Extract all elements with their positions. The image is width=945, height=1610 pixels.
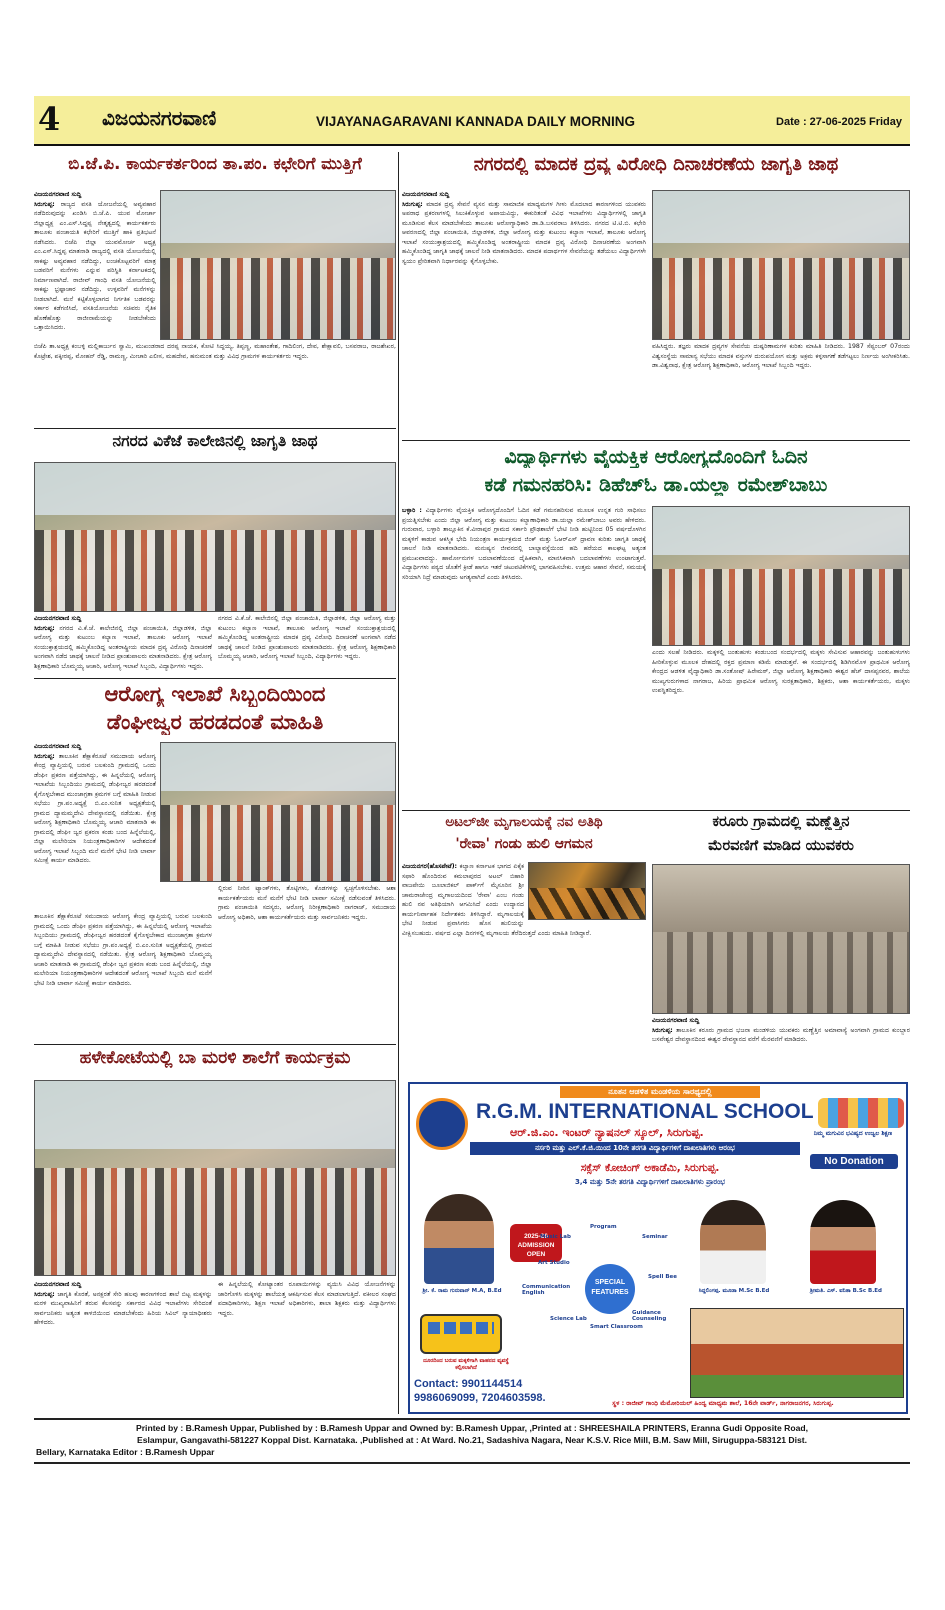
headline-line2: ಮೆರವಣಿಗೆ ಮಾಡಿದ ಯುವಕರು [708, 838, 854, 854]
imprint-line: Printed by : B.Ramesh Uppar, Published by : B.Ramesh Uppar and Owned by: B.Ramesh Uppar, ,Printed at : SHREESHAILA PRINTERS, Eranna Gudi Opposite Road, [135, 1423, 808, 1433]
masthead-title-english: VIJAYANAGARAVANI KANNADA DAILY MORNING [316, 114, 636, 129]
ad-special-features: SPECIAL FEATURES [585, 1264, 635, 1314]
photo-tiger [528, 862, 646, 920]
ad-school-logo [416, 1098, 468, 1150]
photo-karuru-procession [652, 864, 910, 1014]
photo-drug-rally [652, 190, 910, 340]
article-caption: ವಹಿಸಿದ್ದರು. ತಜ್ಞರು ಮಾದಕ ದ್ರವ್ಯಗಳ ಸೇವನೆಯ ದುಷ್ಪರಿಣಾಮಗಳ ಕುರಿತು ಮಾಹಿತಿ ನೀಡಿದರು. 1987 ಸೆಪ್ಟಂಬರ್ 07ರಂದು ವಿಶ್ವಸಂಸ್ಥೆಯ ಸಾಮಾನ್ಯ ಸಭೆಯು ಮಾದಕ ವಸ್ತುಗಳ ದುರುಪಯೋಗ ಮತ್ತು ಅಕ್ರಮ ಕಳ್ಳಸಾಗಣೆ ತಡೆಗಟ್ಟಲು ನಿರ್ಣಯ ಅಂಗೀಕರಿಸಿತು. ಡಾ.ವಿಶ್ವನಾಥ, ಕ್ಷೇತ್ರ ಆರೋಗ್ಯ ಶಿಕ್ಷಣಾಧಿಕಾರಿ, ಆರೋಗ್ಯ ಇಲಾಖೆ ಸಿಬ್ಬಂದಿ ಇದ್ದರು. [652, 343, 910, 369]
photo-dengue-meeting [160, 742, 396, 882]
ad-top-banner: ನೂತನ ಆಡಳಿತ ಮಂಡಳಿಯ ಸಾರಥ್ಯದಲ್ಲಿ [560, 1086, 760, 1098]
ad-contact-label: Contact: 9901144514 [414, 1378, 523, 1390]
article-body-cont: ನಗರದ ವಿ.ಕೆ.ಜೆ. ಕಾಲೇಜಿನಲ್ಲಿ ಜಿಲ್ಲಾ ಪಂಚಾಯಿತಿ, ಜಿಲ್ಲಾಡಳಿತ, ಜಿಲ್ಲಾ ಆರೋಗ್ಯ ಮತ್ತು ಕುಟುಂಬ ಕಲ್ಯಾಣ ಇಲಾಖೆ, ತಾಲೂಕು ಆರೋಗ್ಯ ಇಲಾಖೆ ಸಂಯುಕ್ತಾಶ್ರಯದಲ್ಲಿ ಹಮ್ಮಿಕೊಂಡಿದ್ದ ಅಂತರಾಷ್ಟ್ರೀಯ ಮಾದಕ ದ್ರವ್ಯ ವಿರೋಧಿ ದಿನಾಚರಣೆ ಅಂಗವಾಗಿ ನಡೆದ ಜಾಥಕ್ಕೆ ಚಾಲನೆ ನೀಡಿದ ಪ್ರಾಂಶುಪಾಲರು ಮಾತನಾಡಿದರು. ಕ್ಷೇತ್ರ ಆರೋಗ್ಯ ಶಿಕ್ಷಣಾಧಿಕಾರಿ ಬೊಮ್ಮಯ್ಯ ಆಚಾರಿ, ಆರೋಗ್ಯ ಇಲಾಖೆ ಸಿಬ್ಬಂದಿ, ವಿದ್ಯಾರ್ಥಿಗಳು ಇದ್ದರು. [218, 615, 396, 660]
ad-feature: Guidance Counseling [632, 1310, 667, 1322]
ad-school-name-kannada: ಆರ್.ಜಿ.ಎಂ. ಇಂಟರ್ ನ್ಯಾಷನಲ್ ಸ್ಕೂಲ್, ಸಿರುಗುಪ್ಪ. [510, 1126, 704, 1139]
ad-feature: Program [590, 1224, 617, 1230]
article-body-col1 [34, 1280, 212, 1414]
ad-feature: Communication English [522, 1284, 571, 1296]
byline-place: ವಿಜಯನಗರ(ಹೊಸಪೇಟೆ): [402, 863, 458, 870]
article-body-col1 [34, 742, 156, 912]
headline: ಹಳೇಕೋಟೆಯಲ್ಲಿ ಬಾ ಮರಳಿ ಶಾಲೆಗೆ ಕಾರ್ಯಕ್ರಮ [79, 1048, 351, 1068]
byline-source: ವಿಜಯನಗರವಾಣಿ ಸುದ್ದಿ [34, 191, 82, 198]
ad-academy: ಸಕ್ಸೆಸ್ ಕೋಚಿಂಗ್ ಅಕಾಡೆಮಿ, ಸಿರುಗುಪ್ಪ. [580, 1162, 720, 1174]
photo-halekote-school [34, 1080, 396, 1276]
article-body-col1 [402, 506, 646, 808]
byline-place: ಸಿರುಗುಪ್ಪ: [34, 1290, 55, 1298]
headline-line1: ವಿದ್ಯಾರ್ಥಿಗಳು ವೈಯಕ್ತಿಕ ಆರೋಗ್ಯದೊಂದಿಗೆ ಓದಿನ [504, 446, 808, 468]
article-body-text: ಮಾದಕ ದ್ರವ್ಯ ಸೇವನೆ ವ್ಯಸನ ಮತ್ತು ಸಾಮಾಜಿಕ ಮಾಧ್ಯಮಗಳ ಗೀಳು ಮೊದಲಾದ ಕಾರಣಗಳಿಂದ ಯುವಕರು ಅಪರಾಧ ಪ್ರಕರಣಗಳಲ್ಲಿ ಸಿಲುಕಿಕೊಳ್ಳುವ ಅಪಾಯವಿದ್ದು, ಈಕುರಿತಂತೆ ವಿವಿಧ ಇಲಾಖೆಗಳು ವಿದ್ಯಾರ್ಥಿಗಳಲ್ಲಿ ಜಾಗೃತಿ ಮೂಡಿಸುವ ಕೆಲಸ ಮಾಡಬೇಕೆಂದು ತಾಲೂಕು ಆರೋಗ್ಯಾಧಿಕಾರಿ ಡಾ.ಡಿ.ಬಸವರಾಜ ತಿಳಿಸಿದರು. ನಗರದ ಟಿ.ಟಿ.ಬಿ. ಕಛೇರಿ ಆವರಣದಲ್ಲಿ ಜಿಲ್ಲಾ ಪಂಚಾಯಿತಿ, ಜಿಲ್ಲಾಡಳಿತ, ಜಿಲ್ಲಾ ಆರೋಗ್ಯ ಮತ್ತು ಕುಟುಂಬ ಕಲ್ಯಾಣ ಇಲಾಖೆ, ತಾಲೂಕು ಆರೋಗ್ಯ ಇಲಾಖೆ ಸಂಯುಕ್ತಾಶ್ರಯದಲ್ಲಿ ಹಮ್ಮಿಕೊಂಡಿದ್ದ ಅಂತರಾಷ್ಟ್ರೀಯ ಮಾದಕ ದ್ರವ್ಯ ವಿರೋಧಿ ದಿನಾಚರಣೆಯ ಅಂಗವಾಗಿ ಹಮ್ಮಿಕೊಂಡಿದ್ದ ಜಾಗೃತಿ ಜಾಥಕ್ಕೆ ಚಾಲನೆ ನೀಡಿ ಮಾತನಾಡಿದರು. ಮಾದಕ ಪದಾರ್ಥಗಳ ಸೇವನೆಯನ್ನು ತಡೆಯಲು ವಿದ್ಯಾರ್ಥಿಗಳೇ ಸ್ವಯಂ ಪ್ರೇರಿತವಾಗಿ ನಿರ್ಧಾರವನ್ನು ಕೈಗೊಳ್ಳಬೇಕು. [402, 200, 646, 265]
ad-portrait-2 [700, 1200, 766, 1284]
section-rule [402, 810, 910, 811]
masthead [34, 96, 910, 146]
ad-strip: ನರ್ಸರಿ ಮತ್ತು ಎಲ್.ಕೆ.ಜಿ.ಯಿಂದ 10ನೇ ತರಗತಿ ವಿದ್ಯಾರ್ಥಿಗಳಿಗೆ ದಾಖಲಾತಿಗಳು ಆರಂಭ [470, 1142, 800, 1155]
article-body [402, 862, 646, 1078]
ad-admission-badge: 2025-26 ADMISSION OPEN [510, 1224, 562, 1262]
article-body-text: ಕಲ್ಯಾಣ ಕರ್ನಾಟಕ ಭಾಗದ ಏಕೈಕ ಸಫಾರಿ ಹೊಂದಿರುವ ಕಮಲಾಪುರದ ಅಟಲ್ ಬಿಹಾರಿ ವಾಜಪೇಯಿ ಜೂಲಾಜಿಕಲ್ ಪಾರ್ಕ್‌ಗೆ ಮೈಸೂರಿನ ಶ್ರೀ ಚಾಮರಾಜೇಂದ್ರ ಮೃಗಾಲಯದಿಂದ 'ರೇವಾ' ಎಂಬ ಗಂಡು ಹುಲಿ ನವ ಅತಿಥಿಯಾಗಿ ಆಗಮಿಸಿದೆ ಎಂದು ಉದ್ಯಾನದ ಕಾರ್ಯನಿರ್ವಾಹಕ ನಿರ್ದೇಶಕರು ತಿಳಿಸಿದ್ದಾರೆ. ಮೃಗಾಲಯಕ್ಕೆ ಭೇಟಿ ನೀಡುವ ಪ್ರವಾಸಿಗರು ಹೊಸ ಹುಲಿಯನ್ನು ವೀಕ್ಷಿಸಬಹುದು. ವರ್ಷದ ಎಲ್ಲಾ ದಿನಗಳಲ್ಲಿ ಮೃಗಾಲಯ ತೆರೆದಿರುತ್ತದೆ ಎಂದು ಮಾಹಿತಿ ನೀಡಿದ್ದಾರೆ. [402, 863, 592, 937]
article-body: ಜಾಗೃತಿ ಕೊರತೆ, ಅನಕ್ಷರತೆ ಸೇರಿ ಹಲವು ಕಾರಣಗಳಿಂದ ಶಾಲೆ ಬಿಟ್ಟ ಮಕ್ಕಳನ್ನು ಮರಳಿ ಮುಖ್ಯವಾಹಿನಿಗೆ ತರುವ ಕೆಲಸವನ್ನು ಸರ್ಕಾರದ ವಿವಿಧ ಇಲಾಖೆಗಳು ಸೇರಿದಂತೆ ಸಾರ್ವಜನಿಕರು ಅತ್ಯಂತ ಕಾಳಜಿಯಿಂದ ಮಾಡಬೇಕೆಂದು ಹಿರಿಯ ಸಿವಿಲ್ ನ್ಯಾಯಾಧೀಶರು ಹೇಳಿದರು. [34, 1290, 212, 1326]
headline-line2: ಡೆಂಘೀಜ್ವರ ಹರಡದಂತೆ ಮಾಹಿತಿ [106, 710, 324, 734]
photo-vkj-rally [34, 462, 396, 612]
article-body: ವಿದ್ಯಾರ್ಥಿಗಳು ವೈಯಕ್ತಿಕ ಆರೋಗ್ಯದೊಂದಿಗೆ ಓದಿನ ಕಡೆ ಗಮನಹರಿಸುವ ಮೂಲಕ ಉನ್ನತ ಗುರಿ ಸಾಧಿಸಲು ಪ್ರಯತ್ನಿಸಬೇಕು ಎಂದು ಜಿಲ್ಲಾ ಆರೋಗ್ಯ ಮತ್ತು ಕುಟುಂಬ ಕಲ್ಯಾಣಾಧಿಕಾರಿ ಡಾ.ಯಲ್ಲಾ ರಮೇಶ್‌ಬಾಬು ಅವರು ಹೇಳಿದರು. ಗುರುವಾರ, ಬಳ್ಳಾರಿ ತಾಲ್ಲೂಕಿನ ಕೆ.ವೀರಾಪುರ ಗ್ರಾಮದ ಸರ್ಕಾರಿ ಪ್ರೌಢಶಾಲೆಗೆ ಭೇಟಿ ನೀಡಿ ಹುಟ್ಟಿನಿಂದ 05 ವರ್ಷದೊಳಗಿನ ಮಕ್ಕಳಿಗೆ ಕಾಡುವ ಆಕಸ್ಮಿಕ ಭೇದಿ ನಿಯಂತ್ರಣ ಕಾರ್ಯಕ್ರಮದ ಜಿಂಕ್ ಮತ್ತು ಓಆರ್‌ಎಸ್ ದ್ರಾವಣ ಕುರಿತು ಜಾಗೃತಿ ಜಾಥಕ್ಕೆ ಚಾಲನೆ ನೀಡಿ ಮಾತನಾಡಿದರು. ಮನುಷ್ಯನ ಜೀವನದಲ್ಲಿ ಬಾಲ್ಯಾವಸ್ಥೆಯಿಂದ ಹದಿ ಹರೆಯದ ಕಾಲಘಟ್ಟ ಅತ್ಯಂತ ಪ್ರಮುಖವಾದದ್ದು. ಹಾರ್ಮೋನುಗಳ ಬದಲಾವಣೆಯಿಂದ ದೈಹಿಕವಾಗಿ, ಮಾನಸಿಕವಾಗಿ ಬದಲಾವಣೆಗಳು ಉಂಟಾಗುತ್ತವೆ. ವಿದ್ಯಾರ್ಥಿಗಳು ಪಠ್ಯದ ಜೊತೆಗೆ ಕ್ರೀಡೆ ಹಾಗೂ ಇತರೆ ಚಟುವಟಿಕೆಗಳಲ್ಲಿ ಭಾಗವಹಿಸಬೇಕು. ಉತ್ತಮ ಆಹಾರ ಸೇವನೆ, ಸಮಯಕ್ಕೆ ಸರಿಯಾಗಿ ನಿದ್ರೆ ಮಾಡುವುದು ಅಗತ್ಯವಾಗಿದೆ ಎಂದು ತಿಳಿಸಿದರು. [402, 507, 646, 581]
photo-bjp-protest [160, 190, 396, 340]
ad-portrait-1 [424, 1194, 494, 1284]
headline-line1: ಆರೋಗ್ಯ ಇಲಾಖೆ ಸಿಬ್ಬಂದಿಯಿಂದ [104, 682, 326, 706]
ad-feature: Smart Classroom [590, 1324, 643, 1330]
article-body-2: ಈ ಹಿನ್ನಲೆಯಲ್ಲಿ ಕೋಟ್ಯಾಂತರ ರೂಪಾಯಿಗಳನ್ನು ವ್ಯಯಿಸಿ ವಿವಿಧ ಯೋಜನೆಗಳನ್ನು ಜಾರಿಗೊಳಿಸಿ ಮಕ್ಕಳನ್ನು ಶಾಲೆಯತ್ತ ಆಕರ್ಷಿಸುವ ಕೆಲಸ ಮಾಡಲಾಗುತ್ತಿದೆ. ವಕೀಲರ ಸಂಘದ ಪದಾಧಿಕಾರಿಗಳು, ಶಿಕ್ಷಣ ಇಲಾಖೆ ಅಧಿಕಾರಿಗಳು, ಶಾಲಾ ಶಿಕ್ಷಕರು ಮತ್ತು ವಿದ್ಯಾರ್ಥಿಗಳು ಇದ್ದರು. [218, 1281, 396, 1317]
article-body [402, 190, 646, 438]
ad-person-3: ಶ್ರೀಮತಿ. ಎಸ್. ವನಿತಾ B.Sc B.Ed [810, 1288, 882, 1294]
article-body-col2 [34, 912, 212, 1042]
ad-bus-graphic [420, 1314, 502, 1354]
headline-line1: ಕರೂರು ಗ್ರಾಮದಲ್ಲಿ ಮಣ್ಣೆತ್ತಿನ [712, 814, 850, 830]
byline-source: ವಿಜಯನಗರವಾಣಿ ಸುದ್ದಿ [34, 1281, 82, 1288]
article-body-col2 [218, 614, 396, 676]
article-body: ತಾಲೂಕಿನ ಶೆಕ್ಷಾಕೆರೂಟೆ ಸಮುದಾಯ ಆರೋಗ್ಯ ಕೇಂದ್ರ ವ್ಯಾಪ್ತಿಯಲ್ಲಿ ಬರುವ ಬಲಕುಂದಿ ಗ್ರಾಮದಲ್ಲಿ ಒಂದು ಡೆಂಘೀ ಪ್ರಕರಣ ಪತ್ತೆಯಾಗಿದ್ದು, ಈ ಹಿನ್ನಲೆಯಲ್ಲಿ ಆರೋಗ್ಯ ಇಲಾಖೆಯ ಸಿಬ್ಬಂದಿಯು ಗ್ರಾಮದಲ್ಲಿ ಡೆಂಘೀಜ್ವರ ಹರಡದಂತೆ ಕೈಗೊಳ್ಳಬೇಕಾದ ಮುಂಜಾಗ್ರತಾ ಕ್ರಮಗಳ ಬಗ್ಗೆ ಮಾಹಿತಿ ನೀಡುವ ಸಭೆಯು ಗ್ರಾ.ಪಂ.ಅಧ್ಯಕ್ಷೆ ಬಿ.ಎಂ.ಸುನಿತ ಅಧ್ಯಕ್ಷತೆಯಲ್ಲಿ ಗ್ರಾಮದ ದ್ಯಾಮಮ್ಮದೇವಿ ದೇವಸ್ಥಾನದಲ್ಲಿ ನಡೆಯಿತು. ಕ್ಷೇತ್ರ ಆರೋಗ್ಯ ಶಿಕ್ಷಣಾಧಿಕಾರಿ ಬೊಮ್ಮಯ್ಯ ಆಚಾರಿ ಮಾತನಾಡಿ ಈ ಗ್ರಾಮದಲ್ಲಿ ಡೆಂಘೀ ಜ್ವರ ಪ್ರಕರಣ ಕಂಡು ಬಂದ ಹಿನ್ನೆಲೆಯಲ್ಲಿ, ಜಿಲ್ಲಾ ಮಲೇರಿಯಾ ನಿಯಂತ್ರಣಾಧಿಕಾರಿಗಳ ಆದೇಶದಂತೆ ಆರೋಗ್ಯ ಇಲಾಖೆ ಸಿಬ್ಬಂದಿ ಮನೆ ಮನೆಗೆ ಭೇಟಿ ನೀಡಿ ಲಾರ್ವಾ ಸಮೀಕ್ಷೆ ಕಾರ್ಯ ಮಾಡಿದರು. [34, 752, 156, 864]
byline-place: ಸಿರುಗುಪ್ಪ: [34, 624, 55, 632]
byline-source: ವಿಜಯನಗರವಾಣಿ ಸುದ್ದಿ [402, 191, 450, 198]
article-body-col3 [218, 884, 396, 1042]
byline-place: ಸಿರುಗುಪ್ಪ: [34, 752, 55, 760]
ad-portrait-3 [810, 1200, 876, 1284]
ad-bus-windows [428, 1322, 494, 1334]
photo-health-school [652, 506, 910, 646]
article-body [652, 1016, 910, 1078]
headline-line2: 'ರೇವಾ' ಗಂಡು ಹುಲಿ ಆಗಮನ [455, 836, 593, 852]
imprint [34, 1422, 910, 1458]
article-caption: ಬಿಜೆಪಿ ತಾ.ಅಧ್ಯಕ್ಷ ಕಂಬಳ್ಳಿ ಮಲ್ಲಿಕಾರ್ಜುನ ಸ್ವಾಮಿ, ಮುಖಂಡರಾದ ದರಪ್ಪ ನಾಯಕ, ಕೋಟಿ ಸಿದ್ದಯ್ಯ, ತಿಪ್ಪಣ್ಣ, ಮಹಾಂತೇಶ, ಗಾದಿಲಿಂಗ, ದೇವ, ಶೇಕ್ಷಾವಲಿ, ಬಸವರಾಜ, ರಾಜಶೇಖರ, ಕೊಟ್ರೇಶ, ಪಕ್ಕೀರಪ್ಪ, ಮೋಹನ್ ರೆಡ್ಡಿ, ರಾಮಣ್ಣ, ಮೀಚಾರಿ ಎಲೀಸ, ಮಹದೇವ, ಹನುಮಂತ ಮತ್ತು ವಿವಿಧ ಗ್ರಾಮಗಳ ಕಾರ್ಯಕರ್ತರು ಇದ್ದರು. [34, 343, 396, 360]
article-body: ರಾಜ್ಯದ ವಸತಿ ಯೋಜನೆಯಲ್ಲಿ ಅವ್ಯವಹಾರ ನಡೆದಿರುವುದನ್ನು ಖಂಡಿಸಿ ಬಿ.ಜೆ.ಪಿ. ಯುವ ಮೋರ್ಚಾ ಜಿಲ್ಲಾಧ್ಯಕ್ಷ ಎಂ.ಎಸ್.ಸಿದ್ದಪ್ಪ ನೇತೃತ್ವದಲ್ಲಿ ಕಾರ್ಯಕರ್ತರು ತಾಲೂಕು ಪಂಚಾಯತಿ ಕಛೇರಿಗೆ ಮುತ್ತಿಗೆ ಹಾಕಿ ಪ್ರತಿಭಟನೆ ನಡೆಸಿದರು. ಬಿಜೆಪಿ ಜಿಲ್ಲಾ ಯುವಮೋರ್ಚ ಅಧ್ಯಕ್ಷ ಎಂ.ಎಸ್.ಸಿದ್ದಪ್ಪ ಮಾತನಾಡಿ ರಾಜ್ಯದಲ್ಲಿ ವಸತಿ ಯೋಜನೆಯಲ್ಲಿ ಸಾಕಷ್ಟು ಅವ್ಯವಹಾರ ನಡೆದಿದ್ದು, ಲಂಚಕೊಟ್ಟವರಿಗೆ ಮಾತ್ರ ಬಡವರಿಗೆ ಮನೆಗಳು ಎನ್ನುವ ಪರಿಸ್ಥಿತಿ ಕರ್ನಾಟಕದಲ್ಲಿ ನಿರ್ಮಾಣವಾಗಿದೆ. ರಾಜೀವ್ ಗಾಂಧಿ ವಸತಿ ಯೋಜನೆಯಲ್ಲಿ ಸಾಕಷ್ಟು ಭ್ರಷ್ಟಾಚಾರ ನಡೆದಿದ್ದು, ಉಳ್ಳವರಿಗೆ ಮನೆಗಳನ್ನು ನೀಡಲಾಗಿದೆ. ಮನೆ ಕಟ್ಟಿಕೊಳ್ಳಲಾಗದ ನಿರ್ಗತಿಕ ಬಡವರನ್ನು ಸರ್ಕಾರ ಕಡೆಗಣಿಸಿದೆ, ವಸತಿಯೋಜನೆಯ ಸಚಿವರು ನೈತಿಕ ಹೊಣೆಹೊತ್ತು ರಾಜೀನಾಮೆಯನ್ನು ನೀಡಬೇಕೆಂದು ಒತ್ತಾಯಿಸಿದರು. [34, 200, 156, 331]
article-body-col2 [652, 648, 910, 808]
headline: ನಗರದ ವಿಕೆಜೆ ಕಾಲೇಜಿನಲ್ಲಿ ಜಾಗೃತಿ ಜಾಥ [112, 432, 318, 450]
imprint-rule [34, 1418, 910, 1420]
ad-person-2: ಸಿದ್ದಲಿಂಗಪ್ಪ. ಮೂಡಾ M.Sc B.Ed [698, 1288, 770, 1294]
masthead-date: Date : 27-06-2025 Friday [776, 116, 902, 128]
imprint-bottom-rule [34, 1462, 910, 1464]
byline-place: ಬಳ್ಳಾರಿ : [402, 507, 422, 514]
article-body-text: ತಾಲೂಕಿನ ಕರೂರು ಗ್ರಾಮದ ಭಜನಾ ಮಂಡಳಿಯ ಯುವಕರು ಮಣ್ಣೆತ್ತಿನ ಅಮಾವಾಸ್ಯೆ ಅಂಗವಾಗಿ ಗ್ರಾಮದ ಕುಂಬ್ಬಾರ ಬಸವೇಶ್ವರ ದೇವಸ್ಥಾನದಿಂದ ಈಶ್ವರ ದೇವಸ್ಥಾನದ ವರೆಗೆ ಮೆರವಣಿಗೆ ಮಾಡಿದರು. [652, 1026, 910, 1043]
byline-source: ವಿಜಯನಗರವಾಣಿ ಸುದ್ದಿ [34, 743, 82, 750]
masthead-title-kannada: ವಿಜಯನಗರವಾಣಿ [102, 106, 217, 130]
ad-rgm-school [408, 1082, 908, 1414]
headline-line2: ಕಡೆ ಗಮನಹರಿಸಿ: ಡಿಹೆಚ್‌ಓ ಡಾ.ಯಲ್ಲಾ ರಮೇಶ್‌ಬಾಬು [484, 474, 828, 496]
ad-school-name: R.G.M. INTERNATIONAL SCHOOL [476, 1100, 814, 1123]
ad-contact-numbers: 9986069099, 7204603598. [414, 1392, 546, 1404]
byline [34, 190, 156, 340]
ad-tagline: ನಿಮ್ಮ ಮಗುವಿನ ಭವಿಷ್ಯದ ಉಜ್ವಲ ಶಿಕ್ಷಣ [813, 1130, 893, 1137]
section-rule [402, 440, 910, 441]
headline-line1: ಅಟಲ್‌ಜೀ ಮೃಗಾಲಯಕ್ಕೆ ನವ ಅತಿಥಿ [445, 814, 603, 830]
headline: ಬಿ.ಜೆ.ಪಿ. ಕಾರ್ಯಕರ್ತರಿಂದ ತಾ.ಪಂ. ಕಛೇರಿಗೆ ಮುತ್ತಿಗೆ [68, 154, 362, 173]
ad-kids-graphic [818, 1098, 904, 1128]
article-body: ನಗರದ ವಿ.ಕೆ.ಜೆ. ಕಾಲೇಜಿನಲ್ಲಿ ಜಿಲ್ಲಾ ಪಂಚಾಯಿತಿ, ಜಿಲ್ಲಾಡಳಿತ, ಜಿಲ್ಲಾ ಆರೋಗ್ಯ ಮತ್ತು ಕುಟುಂಬ ಕಲ್ಯಾಣ ಇಲಾಖೆ, ತಾಲೂಕು ಆರೋಗ್ಯ ಇಲಾಖೆ ಸಂಯುಕ್ತಾಶ್ರಯದಲ್ಲಿ ಹಮ್ಮಿಕೊಂಡಿದ್ದ ಅಂತರಾಷ್ಟ್ರೀಯ ಮಾದಕ ದ್ರವ್ಯ ವಿರೋಧಿ ದಿನಾಚರಣೆ ಅಂಗವಾಗಿ ನಡೆದ ಜಾಥಕ್ಕೆ ಚಾಲನೆ ನೀಡಿದ ಪ್ರಾಂಶುಪಾಲರು ಮಾತನಾಡಿದರು. ಕ್ಷೇತ್ರ ಆರೋಗ್ಯ ಶಿಕ್ಷಣಾಧಿಕಾರಿ ಬೊಮ್ಮಯ್ಯ ಆಚಾರಿ, ಆರೋಗ್ಯ ಇಲಾಖೆ ಸಿಬ್ಬಂದಿ, ವಿದ್ಯಾರ್ಥಿಗಳು ಇದ್ದರು. [34, 624, 212, 670]
ad-person-1: ಶ್ರೀ. ಕೆ. ರಾಮ ಗುರುವಾನ್ M.A, B.Ed [422, 1288, 502, 1294]
article-body-col2 [218, 1280, 396, 1414]
ad-feature: Science Lab [550, 1316, 587, 1322]
column-divider [398, 152, 399, 1414]
article-body-2: ಲ್ಲಿರುವ ನೀರಿನ ಟ್ಯಾಂಕ್‌ಗಳು, ತೊಟ್ಟಿಗಳು, ಕೊಡಗಳನ್ನು ಸ್ವಚ್ಛಗೊಳಿಸಬೇಕು. ಆಶಾ ಕಾರ್ಯಕರ್ತೆಯರು ಮನೆ ಮನೆಗೆ ಭೇಟಿ ನೀಡಿ ಲಾರ್ವಾ ಸಮೀಕ್ಷೆ ನಡೆಸುವಂತೆ ತಿಳಿಸಿದರು. ಗ್ರಾಮ ಪಂಚಾಯಿತಿ ಸದಸ್ಯರು, ಆರೋಗ್ಯ ನಿರೀಕ್ಷಣಾಧಿಕಾರಿ ನಾಗರಾಜ್, ಸಮುದಾಯ ಆರೋಗ್ಯ ಅಧಿಕಾರಿ, ಆಶಾ ಕಾರ್ಯಕರ್ತೆಯರು ಮತ್ತು ಸಾರ್ವಜನಿಕರು ಇದ್ದರು. [218, 885, 396, 921]
ad-address: ಸ್ಥಳ : ರಾಜೀವ್ ಗಾಂಧಿ ಮೆಮೋರಿಯಲ್ ಹಿಂದ್ವ ಮಾಧ್ಯಮ ಶಾಲೆ, 16ನೇ ವಾರ್ಡ್, ನಾಗರಾಜನಗರ, ಸಿರುಗುಪ್ಪ. [612, 1400, 834, 1407]
imprint-line: Eslampur, Gangavathi-581227 Koppal Dist. Karnataka. ,Published at : At Ward. No.21, Sadashiva Nagara, Near K.S.V. Rice Mill, B.M. Saw Mill, Siruguppa-583121 Dist. [136, 1435, 808, 1445]
byline-place: ಸಿರುಗುಪ್ಪ: [652, 1026, 673, 1034]
ad-academy-sub: 3,4 ಮತ್ತು 5ನೇ ತರಗತಿ ವಿದ್ಯಾರ್ಥಿಗಳಿಗೆ ದಾಖಲಾತಿಗಳು ಪ್ರಾರಂಭ [575, 1178, 725, 1186]
ad-feature: Music Lab [540, 1234, 571, 1240]
headline: ನಗರದಲ್ಲಿ ಮಾದಕ ದ್ರವ್ಯ ವಿರೋಧಿ ದಿನಾಚರಣೆಯ ಜಾಗೃತಿ ಜಾಥ [473, 154, 839, 175]
ad-no-donation: No Donation [810, 1154, 898, 1169]
ad-feature: Seminar [642, 1234, 668, 1240]
imprint-line: Bellary, Karnataka Editor : B.Ramesh Uppar [36, 1447, 215, 1457]
section-rule [34, 678, 396, 679]
section-rule [34, 1044, 396, 1045]
byline-source: ವಿಜಯನಗರವಾಣಿ ಸುದ್ದಿ [34, 615, 82, 622]
page-number: 4 [38, 100, 61, 138]
ad-feature: Art Studio [538, 1260, 570, 1266]
ad-building-photo [690, 1308, 904, 1398]
section-rule [34, 428, 396, 429]
article-body-col1 [34, 614, 212, 676]
byline-place: ಸಿರುಗುಪ್ಪ: [402, 200, 423, 208]
ad-bus-note: ದೂರದಿಂದ ಬರುವ ಮಕ್ಕಳಿಗಾಗಿ ವಾಹನದ ವ್ಯವಸ್ಥೆ ಕಲ್ಪಿಸಲಾಗಿದೆ [423, 1358, 509, 1371]
article-body-2: ಎಂದು ಸಲಹೆ ನೀಡಿದರು. ಮಕ್ಕಳಲ್ಲಿ ಜಂತುಹುಳು ಕಂಡುಬಂದ ಸಂದರ್ಭದಲ್ಲಿ ಮಕ್ಕಳು ಸೇವಿಸುವ ಆಹಾರವನ್ನು ಜಂತುಹುಳುಗಳು ಹೀರಿಕೊಳ್ಳುವ ಮೂಲಕ ದೇಹದಲ್ಲಿ ರಕ್ತದ ಪ್ರಮಾಣ ಕಡಿಮೆ ಮಾಡುತ್ತವೆ. ಈ ಸಂದರ್ಭದಲ್ಲಿ ಶಿಡಿಗಿನಮೊಳ ಪ್ರಾಥಮಿಕ ಆರೋಗ್ಯ ಕೇಂದ್ರದ ಆಡಳಿತ ವೈದ್ಯಾಧಿಕಾರಿ ಡಾ.ಸಂತೋಷ್ ಹಿರೇಮಠ್, ಜಿಲ್ಲಾ ಆರೋಗ್ಯ ಶಿಕ್ಷಣಾಧಿಕಾರಿ ಈಶ್ವರ ಹೆಚ್ ದಾಸಪ್ಪನವರ, ಶಾಲೆಯ ಮುಖ್ಯಗುರುಗಳಾದ ನಾಗರಾಜ, ಹಿರಿಯ ಪ್ರಾಥಮಿಕ ಆರೋಗ್ಯ ಸುರಕ್ಷತಾಧಿಕಾರಿ, ಶಿಕ್ಷಕರು, ಆಶಾ ಕಾರ್ಯಕರ್ತೆಯರು, ಮಕ್ಕಳು ಉಪಸ್ಥಿತರಿದ್ದರು. [652, 649, 910, 694]
article-body-cont: ತಾಲೂಕಿನ ಶೆಕ್ಷಾಕೆರೂಟೆ ಸಮುದಾಯ ಆರೋಗ್ಯ ಕೇಂದ್ರ ವ್ಯಾಪ್ತಿಯಲ್ಲಿ ಬರುವ ಬಲಕುಂದಿ ಗ್ರಾಮದಲ್ಲಿ ಒಂದು ಡೆಂಘೀ ಪ್ರಕರಣ ಪತ್ತೆಯಾಗಿದ್ದು, ಈ ಹಿನ್ನಲೆಯಲ್ಲಿ ಆರೋಗ್ಯ ಇಲಾಖೆಯ ಸಿಬ್ಬಂದಿಯು ಗ್ರಾಮದಲ್ಲಿ ಡೆಂಘೀಜ್ವರ ಹರಡದಂತೆ ಕೈಗೊಳ್ಳಬೇಕಾದ ಮುಂಜಾಗ್ರತಾ ಕ್ರಮಗಳ ಬಗ್ಗೆ ಮಾಹಿತಿ ನೀಡುವ ಸಭೆಯು ಗ್ರಾ.ಪಂ.ಅಧ್ಯಕ್ಷೆ ಬಿ.ಎಂ.ಸುನಿತ ಅಧ್ಯಕ್ಷತೆಯಲ್ಲಿ ಗ್ರಾಮದ ದ್ಯಾಮಮ್ಮದೇವಿ ದೇವಸ್ಥಾನದಲ್ಲಿ ನಡೆಯಿತು. ಕ್ಷೇತ್ರ ಆರೋಗ್ಯ ಶಿಕ್ಷಣಾಧಿಕಾರಿ ಬೊಮ್ಮಯ್ಯ ಆಚಾರಿ ಮಾತನಾಡಿ ಈ ಗ್ರಾಮದಲ್ಲಿ ಡೆಂಘೀ ಜ್ವರ ಪ್ರಕರಣ ಕಂಡು ಬಂದ ಹಿನ್ನೆಲೆಯಲ್ಲಿ, ಜಿಲ್ಲಾ ಮಲೇರಿಯಾ ನಿಯಂತ್ರಣಾಧಿಕಾರಿಗಳ ಆದೇಶದಂತೆ ಆರೋಗ್ಯ ಇಲಾಖೆ ಸಿಬ್ಬಂದಿ ಮನೆ ಮನೆಗೆ ಭೇಟಿ ನೀಡಿ ಲಾರ್ವಾ ಸಮೀಕ್ಷೆ ಕಾರ್ಯ ಮಾಡಿದರು. [34, 913, 212, 987]
ad-feature: Spell Bee [648, 1274, 677, 1280]
byline-place: ಸಿರುಗುಪ್ಪ: [34, 200, 55, 208]
byline-source: ವಿಜಯನಗರವಾಣಿ ಸುದ್ದಿ [652, 1017, 700, 1024]
